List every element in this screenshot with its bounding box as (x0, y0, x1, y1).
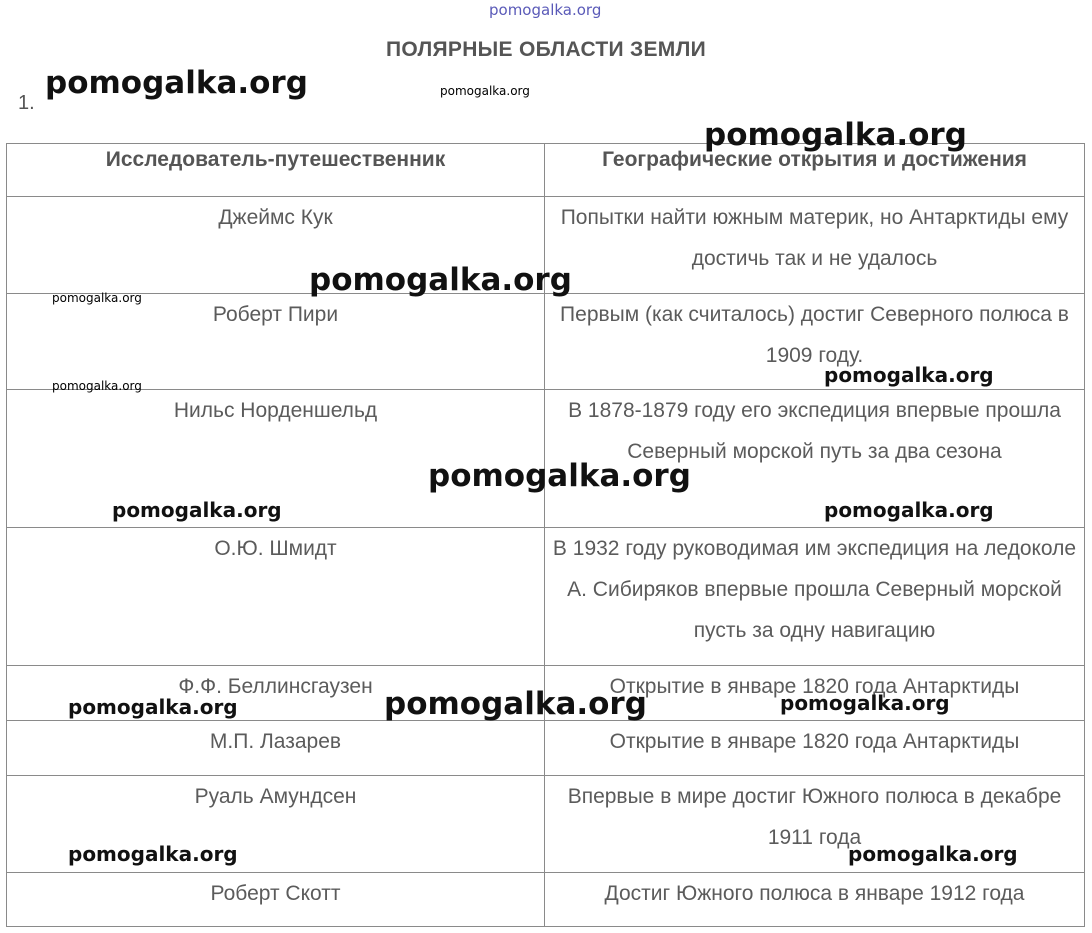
achievement-cell: В 1878-1879 году его экспедиция впервые прошла Северный морской путь за два сезона (545, 390, 1085, 528)
explorer-cell: Нильс Норденшельд (7, 390, 545, 528)
achievement-cell: Впервые в мире достиг Южного полюса в декабре 1911 года (545, 776, 1085, 873)
achievement-cell: Открытие в январе 1820 года Антарктиды (545, 666, 1085, 721)
achievement-cell: Открытие в январе 1820 года Антарктиды (545, 721, 1085, 776)
explorer-cell: Роберт Скотт (7, 873, 545, 927)
achievement-cell: Попытки найти южным материк, но Антарктиды ему достичь так и не удалось (545, 197, 1085, 294)
watermark: pomogalka.org (780, 691, 950, 715)
watermark: pomogalka.org (428, 458, 691, 494)
header-explorer: Исследователь-путешественник (7, 144, 545, 197)
explorer-cell: Ф.Ф. Беллинсгаузен (7, 666, 545, 721)
explorer-cell: Роберт Пири (7, 294, 545, 390)
page-title: ПОЛЯРНЫЕ ОБЛАСТИ ЗЕМЛИ (385, 38, 707, 61)
watermark: pomogalka.org (112, 498, 282, 522)
table-row (7, 873, 1085, 927)
header-achievements: Географические открытия и достижения (545, 144, 1085, 197)
watermark: pomogalka.org (52, 291, 142, 305)
table-row (7, 528, 1085, 666)
explorer-cell: Джеймс Кук (7, 197, 545, 294)
watermark: pomogalka.org (848, 842, 1018, 866)
achievement-cell: В 1932 году руководимая им экспедиция на ледоколе А. Сибиряков впервые прошла Северный морской пусть за одну навигацию (545, 528, 1085, 666)
achievement-cell: Первым (как считалось) достиг Северного полюса в 1909 году. (545, 294, 1085, 390)
watermark: pomogalka.org (68, 695, 238, 719)
explorer-cell: О.Ю. Шмидт (7, 528, 545, 666)
explorers-table (6, 143, 1085, 927)
watermark: pomogalka.org (704, 117, 967, 153)
table-row (7, 721, 1085, 776)
achievement-cell: Достиг Южного полюса в январе 1912 года (545, 873, 1085, 927)
watermark: pomogalka.org (824, 363, 994, 387)
explorer-cell: М.П. Лазарев (7, 721, 545, 776)
watermark: pomogalka.org (45, 65, 308, 101)
watermark: pomogalka.org (309, 262, 572, 298)
watermark: pomogalka.org (824, 498, 994, 522)
watermark: pomogalka.org (384, 686, 647, 722)
explorer-cell: Руаль Амундсен (7, 776, 545, 873)
watermark: pomogalka.org (68, 842, 238, 866)
watermark: pomogalka.org (52, 379, 142, 393)
watermark-top: pomogalka.org (489, 1, 602, 19)
item-number: 1. (18, 92, 35, 114)
watermark: pomogalka.org (440, 84, 530, 98)
